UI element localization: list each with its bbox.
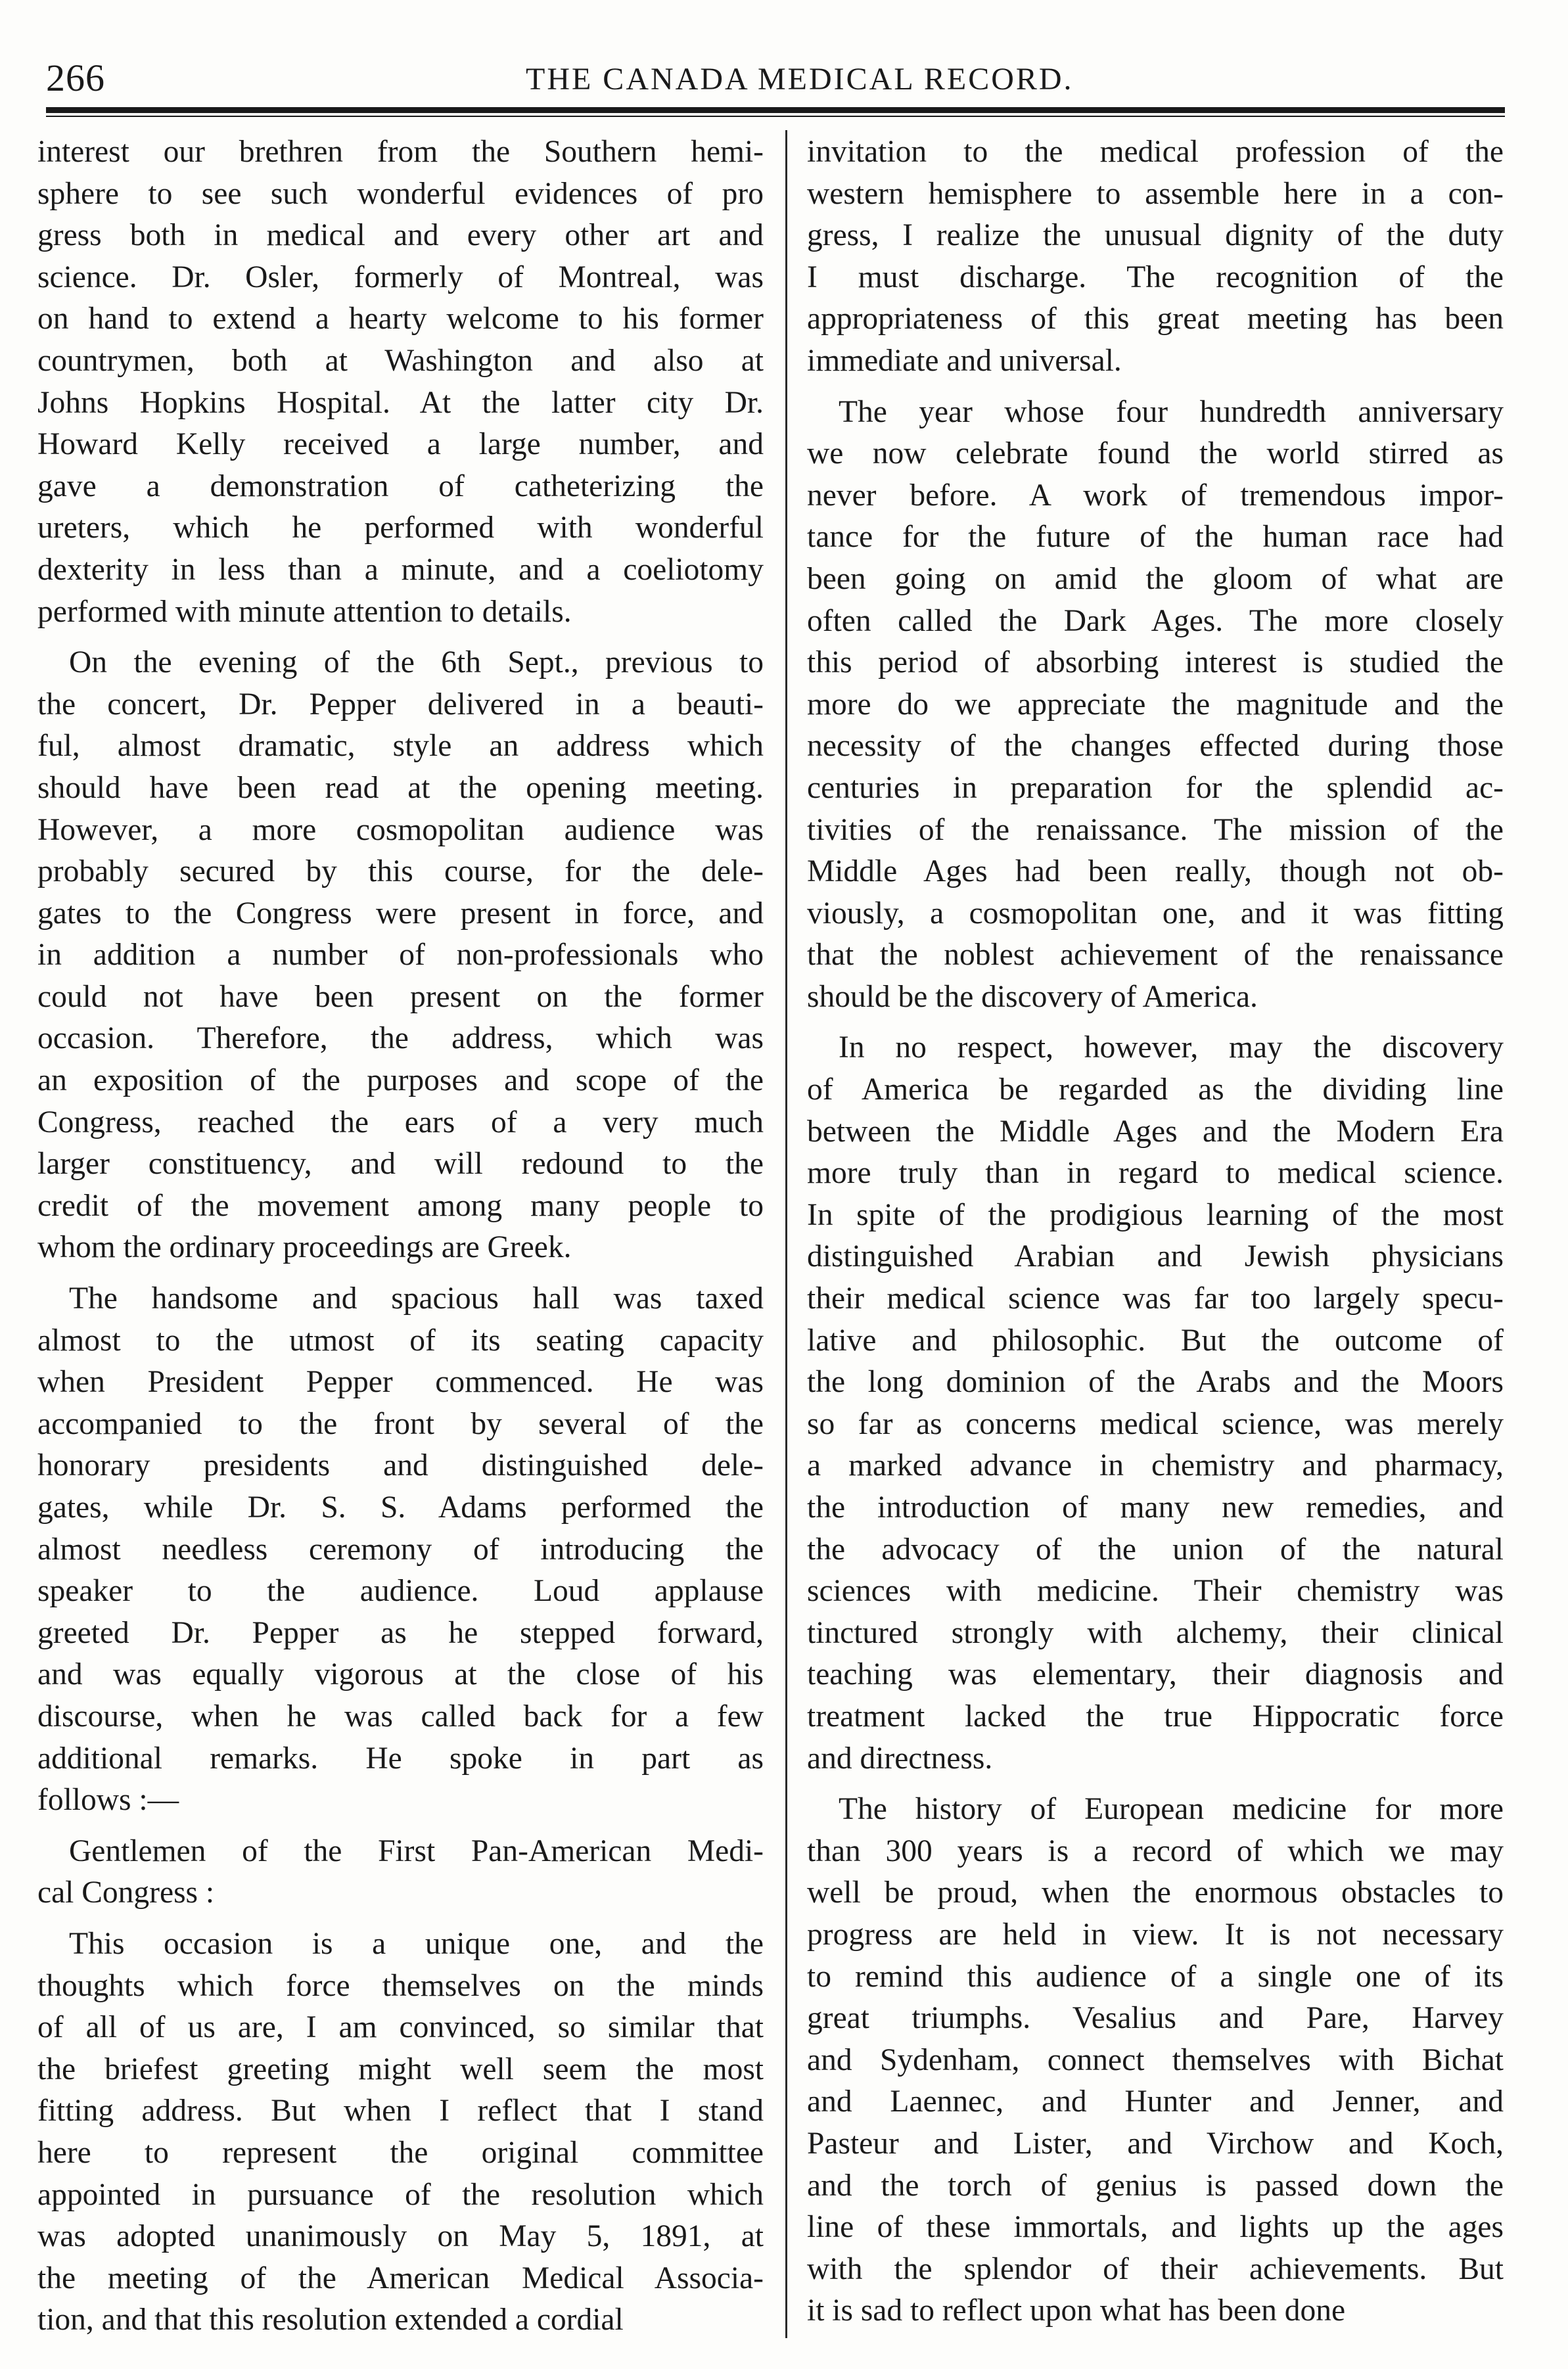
page-header <box>46 56 1505 102</box>
header-rule-thin <box>46 116 1505 117</box>
text-line: probably secured by this course, for the dele- <box>37 854 764 889</box>
text-line: follows :— <box>37 1783 179 1818</box>
text-line: on hand to extend a hearty welcome to his former <box>37 302 764 336</box>
text-line: an exposition of the purposes and scope of the <box>37 1063 764 1098</box>
text-line: honorary presidents and distinguished dele- <box>37 1448 764 1483</box>
text-line: thoughts which force themselves on the minds <box>37 1968 764 2003</box>
text-line: occasion. Therefore, the address, which was <box>37 1021 764 1056</box>
text-line: viously, a cosmopolitan one, and it was fitting <box>807 896 1504 931</box>
text-line: countrymen, both at Washington and also at <box>37 343 764 378</box>
text-line: credit of the movement among many people to <box>37 1188 764 1223</box>
text-line: the introduction of many new remedies, and <box>807 1490 1504 1525</box>
text-line: and the torch of genius is passed down the <box>807 2168 1504 2203</box>
text-line: fitting address. But when I reflect that I stand <box>37 2094 764 2128</box>
left-column-paragraph <box>37 131 764 633</box>
text-line: Gentlemen of the First Pan-American Medi- <box>69 1833 764 1868</box>
text-line: a marked advance in chemistry and pharmacy, <box>807 1448 1504 1483</box>
text-line: almost needless ceremony of introducing the <box>37 1532 764 1567</box>
text-line: western hemisphere to assemble here in a con- <box>807 176 1504 211</box>
text-line: additional remarks. He spoke in part as <box>37 1741 764 1776</box>
right-column-paragraph <box>807 1027 1504 1780</box>
header-rule-thick <box>46 107 1505 113</box>
right-column-paragraph <box>807 392 1504 1019</box>
text-line: Howard Kelly received a large number, and <box>37 427 764 462</box>
text-line: their medical science was far too largely specu- <box>807 1281 1504 1316</box>
left-column <box>37 131 764 2341</box>
text-line: larger constituency, and will redound to the <box>37 1147 764 1182</box>
text-line: more truly than in regard to medical science. <box>807 1156 1504 1191</box>
text-line: should be the discovery of America. <box>807 979 1258 1014</box>
text-line: centuries in preparation for the splendid ac- <box>807 770 1504 805</box>
text-line: tivities of the renaissance. The mission of the <box>807 812 1504 847</box>
text-line: and was equally vigorous at the close of his <box>37 1657 764 1692</box>
text-line: in addition a number of non-professionals who <box>37 938 764 973</box>
text-line: invitation to the medical profession of the <box>807 135 1504 169</box>
text-line: was adopted unanimously on May 5, 1891, at <box>37 2219 764 2254</box>
paragraph-gap <box>37 1914 764 1923</box>
text-line: more do we appreciate the magnitude and the <box>807 687 1504 722</box>
right-column-paragraph <box>807 1789 1504 2332</box>
text-line: lative and philosophic. But the outcome of <box>807 1323 1504 1358</box>
text-line: gave a demonstration of catheterizing the <box>37 469 764 503</box>
text-line: that the noblest achievement of the renaissance <box>807 938 1504 973</box>
text-line: appropriateness of this great meeting has been <box>807 302 1504 336</box>
text-line: to remind this audience of a single one of its <box>807 1959 1504 1994</box>
text-line: so far as concerns medical science, was merely <box>807 1406 1504 1441</box>
text-line: necessity of the changes effected during those <box>807 729 1504 764</box>
text-line: the briefest greeting might well seem the most <box>37 2052 764 2086</box>
text-line: appointed in pursuance of the resolution which <box>37 2177 764 2212</box>
text-line: ful, almost dramatic, style an address which <box>37 729 764 764</box>
text-line: gress both in medical and every other art and <box>37 218 764 253</box>
text-line: whom the ordinary proceedings are Greek. <box>37 1230 572 1265</box>
right-column <box>807 131 1504 2332</box>
text-line: often called the Dark Ages. The more closely <box>807 603 1504 638</box>
paragraph-gap <box>807 1780 1504 1789</box>
text-line: gates, while Dr. S. S. Adams performed the <box>37 1490 764 1525</box>
text-line: we now celebrate found the world stirred as <box>807 436 1504 471</box>
text-line: never before. A work of tremendous impor- <box>807 478 1504 513</box>
text-line: the meeting of the American Medical Associa- <box>37 2261 764 2295</box>
text-line: the long dominion of the Arabs and the Moors <box>807 1365 1504 1400</box>
text-line: the advocacy of the union of the natural <box>807 1532 1504 1567</box>
text-line: could not have been present on the former <box>37 979 764 1014</box>
paragraph-gap <box>37 1822 764 1831</box>
text-line: progress are held in view. It is not necessary <box>807 1917 1504 1952</box>
text-line: Middle Ages had been really, though not ob- <box>807 854 1504 889</box>
text-line: and Laennec, and Hunter and Jenner, and <box>807 2084 1504 2119</box>
text-line: sciences with medicine. Their chemistry was <box>807 1574 1504 1609</box>
text-line: almost to the utmost of its seating capacity <box>37 1323 764 1358</box>
column-divider <box>785 130 787 2338</box>
text-line: of all of us are, I am convinced, so similar that <box>37 2010 764 2045</box>
text-line: speaker to the audience. Loud applause <box>37 1574 764 1609</box>
text-line: here to represent the original committee <box>37 2135 764 2170</box>
left-column-paragraph <box>37 1923 764 2341</box>
text-line: On the evening of the 6th Sept., previous to <box>69 645 764 680</box>
text-line: Pasteur and Lister, and Virchow and Koch, <box>807 2126 1504 2161</box>
text-line: should have been read at the opening meeting. <box>37 770 764 805</box>
text-line: This occasion is a unique one, and the <box>69 1926 764 1961</box>
text-line: interest our brethren from the Southern hemi- <box>37 135 764 169</box>
paragraph-gap <box>37 1269 764 1278</box>
text-line: science. Dr. Osler, formerly of Montreal, was <box>37 260 764 294</box>
text-line: gates to the Congress were present in force, and <box>37 896 764 931</box>
text-line: distinguished Arabian and Jewish physicians <box>807 1239 1504 1274</box>
text-line: Congress, reached the ears of a very much <box>37 1105 764 1139</box>
text-line: between the Middle Ages and the Modern Era <box>807 1114 1504 1149</box>
text-line: tance for the future of the human race had <box>807 520 1504 555</box>
text-line: it is sad to reflect upon what has been done <box>807 2293 1346 2328</box>
running-title: THE CANADA MEDICAL RECORD. <box>526 62 1074 97</box>
text-line: than 300 years is a record of which we may <box>807 1833 1504 1868</box>
text-line: discourse, when he was called back for a few <box>37 1699 764 1734</box>
text-line: of America be regarded as the dividing line <box>807 1072 1504 1107</box>
text-line: with the splendor of their achievements. But <box>807 2251 1504 2286</box>
text-line: The year whose four hundredth anniversary <box>839 394 1504 429</box>
text-line: I must discharge. The recognition of the <box>807 260 1504 294</box>
text-line: this period of absorbing interest is studied the <box>807 645 1504 680</box>
text-line: sphere to see such wonderful evidences of pro <box>37 176 764 211</box>
text-line: tion, and that this resolution extended a cordial <box>37 2303 624 2337</box>
left-column-paragraph <box>37 1831 764 1914</box>
text-line: However, a more cosmopolitan audience was <box>37 812 764 847</box>
paragraph-gap <box>807 1018 1504 1027</box>
text-line: well be proud, when the enormous obstacles to <box>807 1875 1504 1910</box>
text-line: and directness. <box>807 1741 993 1776</box>
text-line: the concert, Dr. Pepper delivered in a beauti- <box>37 687 764 722</box>
left-column-paragraph <box>37 642 764 1269</box>
text-line: gress, I realize the unusual dignity of the duty <box>807 218 1504 253</box>
text-line: treatment lacked the true Hippocratic force <box>807 1699 1504 1734</box>
text-line: great triumphs. Vesalius and Pare, Harvey <box>807 2001 1504 2036</box>
text-line: teaching was elementary, their diagnosis and <box>807 1657 1504 1692</box>
page-number: 266 <box>46 57 105 99</box>
text-line: In no respect, however, may the discovery <box>839 1030 1504 1065</box>
text-line: when President Pepper commenced. He was <box>37 1365 764 1400</box>
text-line: accompanied to the front by several of the <box>37 1406 764 1441</box>
text-line: performed with minute attention to details. <box>37 594 572 629</box>
text-line: immediate and universal. <box>807 343 1122 378</box>
text-line: dexterity in less than a minute, and a coeliotomy <box>37 552 764 587</box>
paragraph-gap <box>807 382 1504 392</box>
left-column-paragraph <box>37 1278 764 1822</box>
text-line: Johns Hopkins Hospital. At the latter city Dr. <box>37 385 764 420</box>
paragraph-gap <box>37 633 764 642</box>
right-column-paragraph <box>807 131 1504 382</box>
text-line: ureters, which he performed with wonderful <box>37 511 764 545</box>
text-line: and Sydenham, connect themselves with Bichat <box>807 2042 1504 2077</box>
text-line: been going on amid the gloom of what are <box>807 561 1504 596</box>
text-line: line of these immortals, and lights up the ages <box>807 2210 1504 2245</box>
text-line: The handsome and spacious hall was taxed <box>69 1281 764 1316</box>
text-line: tinctured strongly with alchemy, their clinical <box>807 1615 1504 1650</box>
text-line: greeted Dr. Pepper as he stepped forward, <box>37 1615 764 1650</box>
text-line: cal Congress : <box>37 1875 215 1910</box>
text-line: The history of European medicine for more <box>839 1792 1504 1827</box>
text-line: In spite of the prodigious learning of the most <box>807 1197 1504 1232</box>
